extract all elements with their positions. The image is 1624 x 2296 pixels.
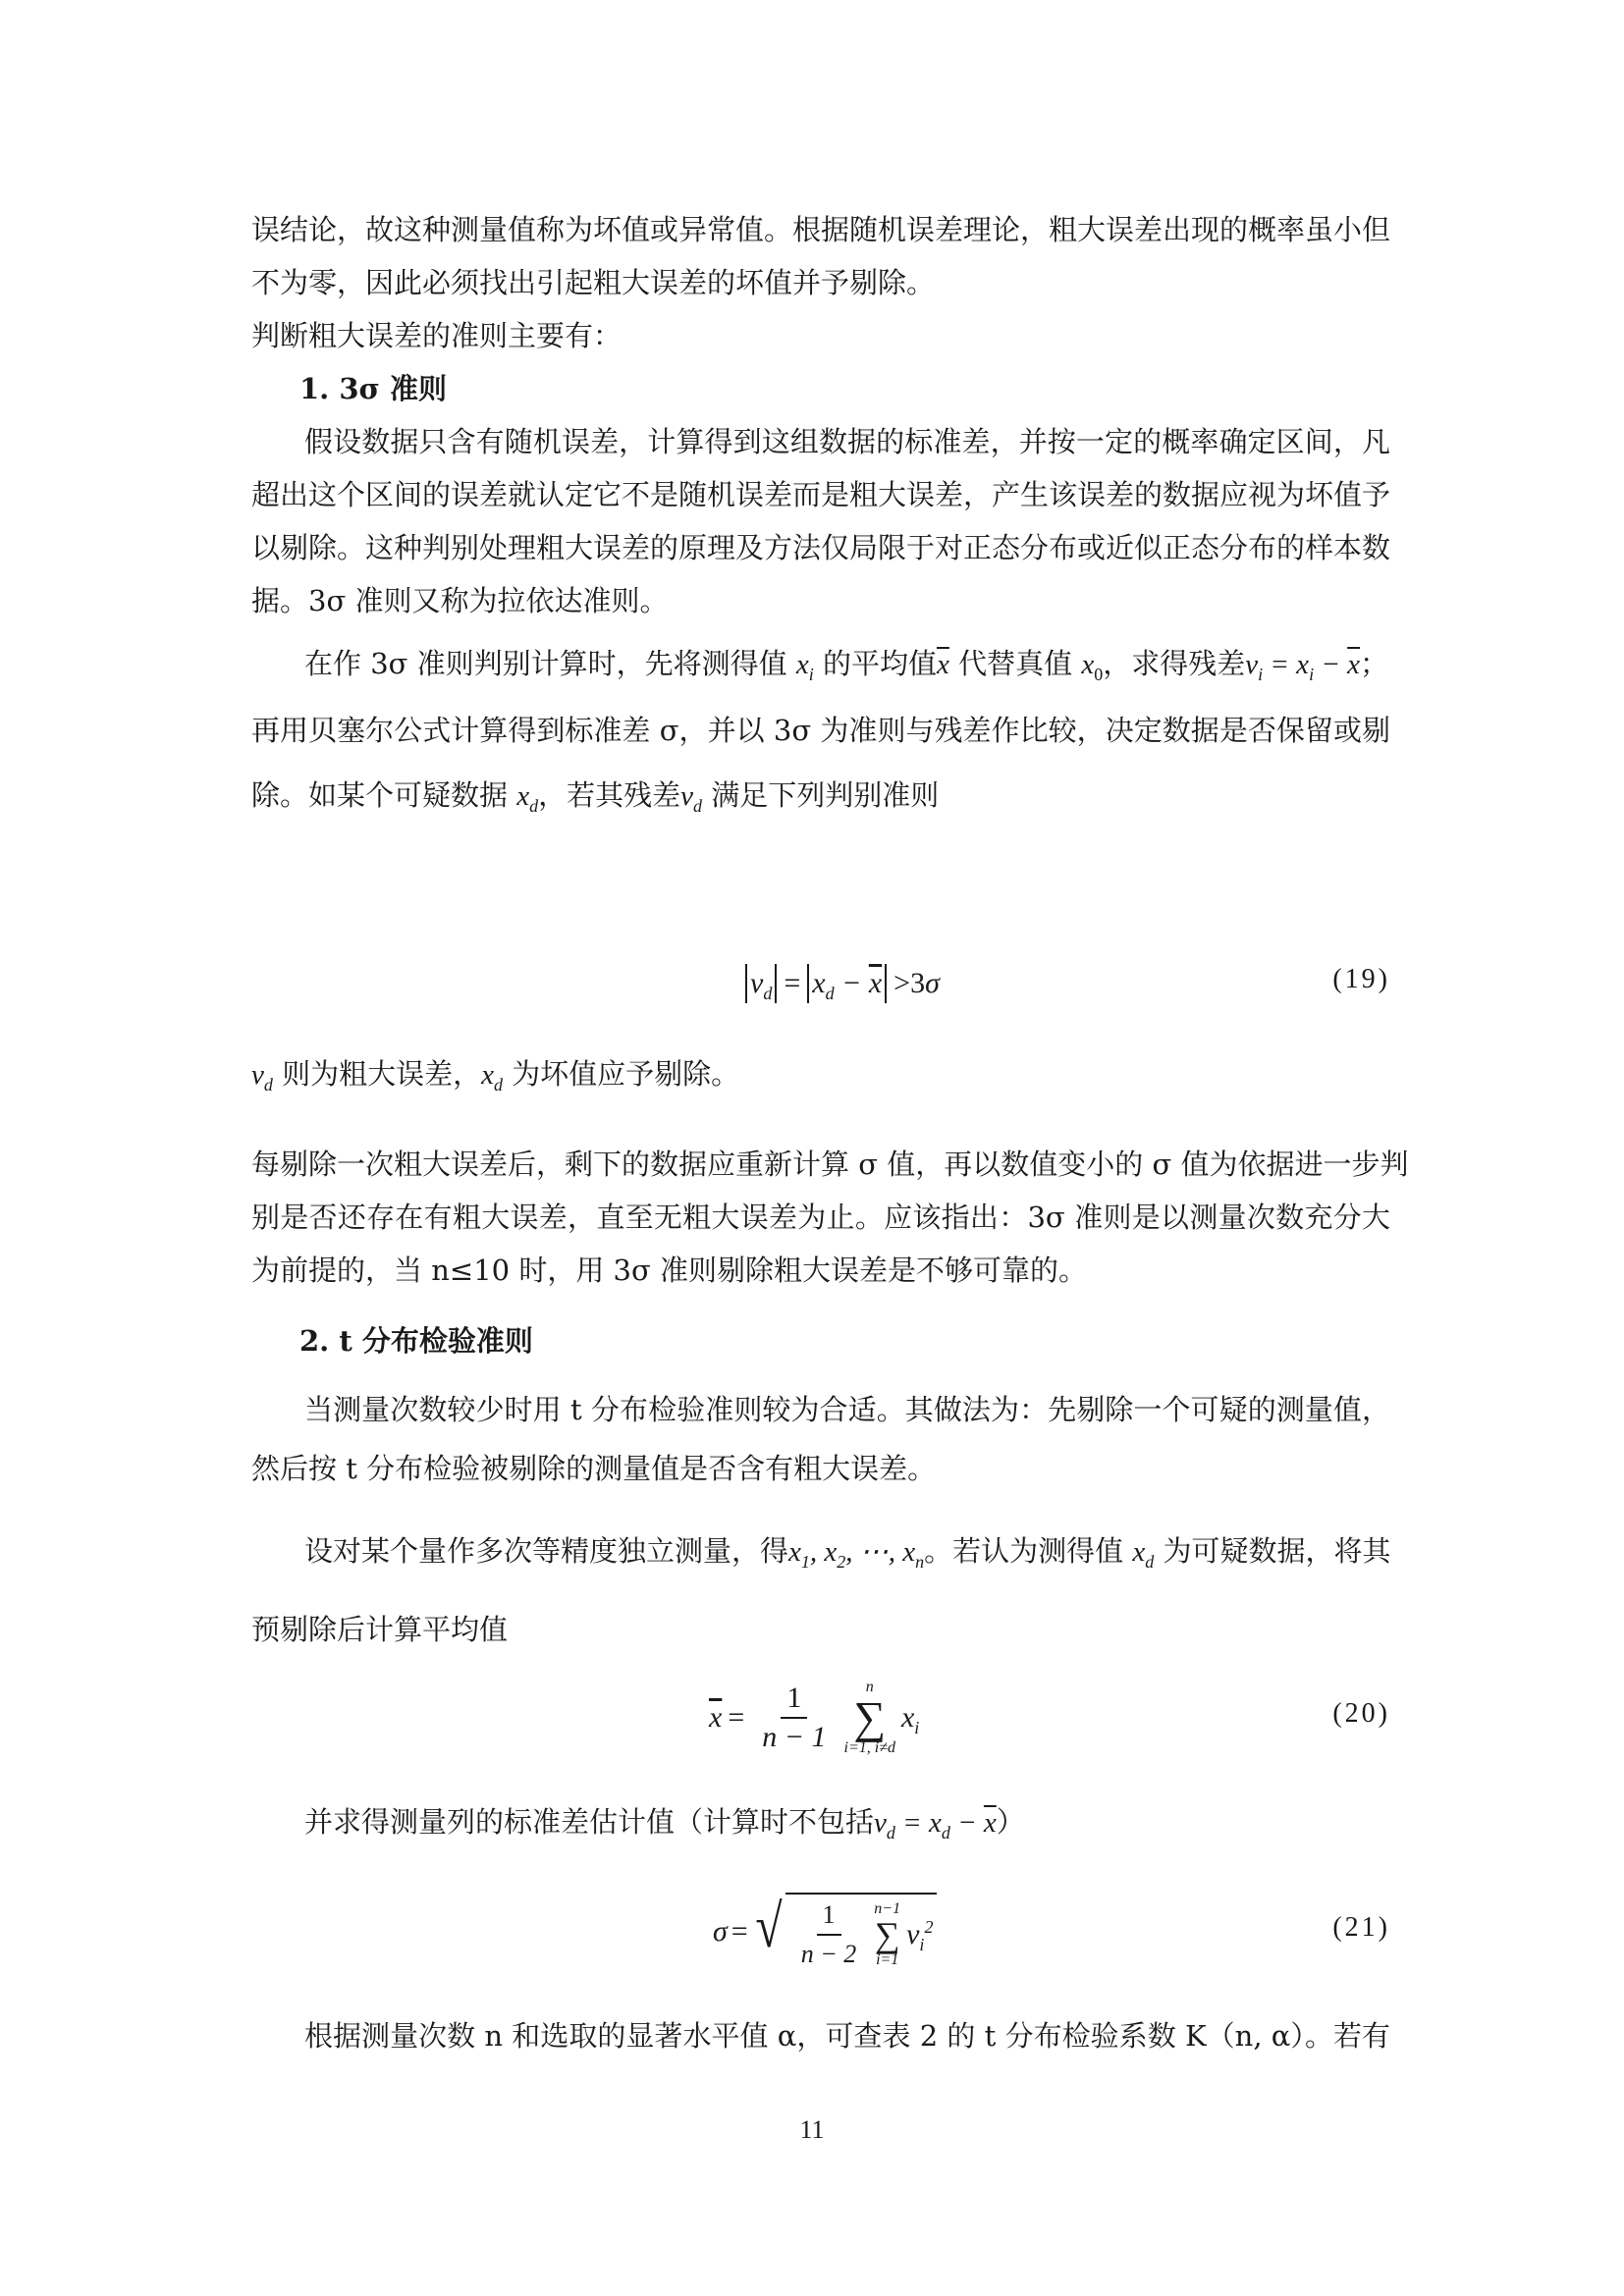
text-run: 的平均值 — [813, 647, 938, 680]
equation-body: $\overline{x}$ = $\frac{1}{n - 1}$ n ∑ i=1, i≠d $x_i$ — [709, 1679, 920, 1756]
math-symbol: $v_d$ — [680, 780, 702, 816]
paragraph-line: 别是否还存在有粗大误差，直至无粗大误差为止。应该指出：3σ 准则是以测量次数充分大 — [251, 1201, 1390, 1234]
paragraph-line: 误结论，故这种测量值称为坏值或异常值。根据随机误差理论，粗大误差出现的概率虽小但 — [251, 213, 1391, 246]
paragraph-line: 超出这个区间的误差就认定它不是随机误差而是粗大误差，产生该误差的数据应视为坏值予 — [251, 478, 1391, 511]
text-run: ，若其残差 — [538, 778, 681, 812]
math-expression: $x_1$, $x_2$, ⋯, $x_n$ — [788, 1536, 925, 1572]
equation-body: σ = √ $\frac{1}{n - 2}$ n−1 ∑ i=1 $v_i^2$ — [713, 1893, 937, 1971]
paragraph-line: 每剔除一次粗大误差后，剩下的数据应重新计算 σ 值，再以数值变小的 σ 值为依据进一步判 — [251, 1148, 1409, 1181]
math-symbol: $x_d$ — [516, 780, 539, 816]
math-symbol: 0 — [1094, 664, 1104, 684]
paragraph-line — [304, 1531, 1390, 1572]
section-heading: 2. t 分布检验准则 — [299, 1324, 533, 1358]
equation-number: (19) — [1332, 964, 1390, 994]
text-run: 除。如某个可疑数据 — [251, 778, 517, 812]
paragraph-line: 据。3σ 准则又称为拉依达准则。 — [251, 584, 669, 617]
paragraph-line: 不为零，因此必须找出引起粗大误差的坏值并予剔除。 — [251, 266, 936, 299]
math-expression: $v_d = x_d - \overline{x}$ — [874, 1807, 997, 1842]
text-run: 并求得测量列的标准差估计值（计算时不包括 — [304, 1805, 875, 1839]
equation-number: (21) — [1332, 1912, 1390, 1943]
math-symbol: $\overline{x}$ — [937, 649, 949, 680]
text-run: 为可疑数据，将其 — [1154, 1534, 1391, 1568]
paragraph-line: 根据测量次数 n 和选取的显著水平值 α，可查表 2 的 t 分布检验系数 K（n, α）。若有 — [304, 2019, 1390, 2053]
equation-20 — [251, 1679, 1390, 1757]
text-run: 则为粗大误差， — [272, 1057, 482, 1091]
text-run: 。若认为测得值 — [924, 1534, 1133, 1568]
page-number: 11 — [799, 2115, 825, 2144]
paragraph-line: 以剔除。这种判别处理粗大误差的原理及方法仅局限于对正态分布或近似正态分布的样本数 — [251, 531, 1391, 564]
section-heading: 1. 3σ 准则 — [299, 372, 448, 405]
paragraph-line: 再用贝塞尔公式计算得到标准差 σ，并以 3σ 为准则与残差作比较，决定数据是否保留或剔 — [251, 714, 1390, 747]
text-run: ，求得残差 — [1103, 647, 1246, 680]
text-run: 在作 3σ 准则判别计算时，先将测得值 — [304, 647, 796, 680]
paragraph-line — [251, 1054, 1390, 1095]
paragraph-line: 在作 3σ 准则判别计算时，先将测得值 $x_i$ 的平均值$\overline{x}$ 代替真值 $x_0$，求得残差$v_i = x_i - \overline{x}$； — [304, 647, 1389, 684]
text-run: 为坏值应予剔除。 — [502, 1057, 740, 1091]
paragraph-line: 为前提的，当 n≤10 时，用 3σ 准则剔除粗大误差是不够可靠的。 — [251, 1254, 1087, 1287]
paragraph-line: 预剔除后计算平均值 — [251, 1613, 509, 1646]
math-symbol: $x_i$ — [795, 649, 814, 684]
text-run: 满足下列判别准则 — [711, 778, 940, 812]
math-symbol: $x_d$ — [481, 1059, 503, 1095]
paragraph-line: 假设数据只含有随机误差，计算得到这组数据的标准差，并按一定的概率确定区间，凡 — [304, 425, 1390, 458]
paragraph-line — [251, 775, 1390, 816]
text-run: 代替真值 — [958, 647, 1082, 680]
math-symbol: x — [1081, 649, 1095, 680]
paragraph-line — [304, 1802, 1390, 1842]
equation-21 — [251, 1893, 1390, 1971]
math-symbol: $x_d$ — [1132, 1536, 1155, 1572]
paragraph-line: 判断粗大误差的准则主要有： — [251, 319, 623, 352]
text-run: 设对某个量作多次等精度独立测量，得 — [304, 1534, 789, 1568]
math-symbol: $v_d$ — [251, 1059, 273, 1095]
paragraph-line: 当测量次数较少时用 t 分布检验准则较为合适。其做法为：先剔除一个可疑的测量值， — [304, 1393, 1390, 1426]
paragraph-line: 然后按 t 分布检验被剔除的测量值是否含有粗大误差。 — [251, 1452, 937, 1485]
text-run: ） — [996, 1805, 1025, 1839]
equation-number: (20) — [1332, 1698, 1390, 1729]
equation-19 — [251, 944, 1390, 1023]
equation-body: $v_d$ = $x_d - \overline{x}$ >3σ — [742, 944, 940, 1023]
math-expression: $v_i = x_i - \overline{x}$ — [1245, 649, 1361, 684]
